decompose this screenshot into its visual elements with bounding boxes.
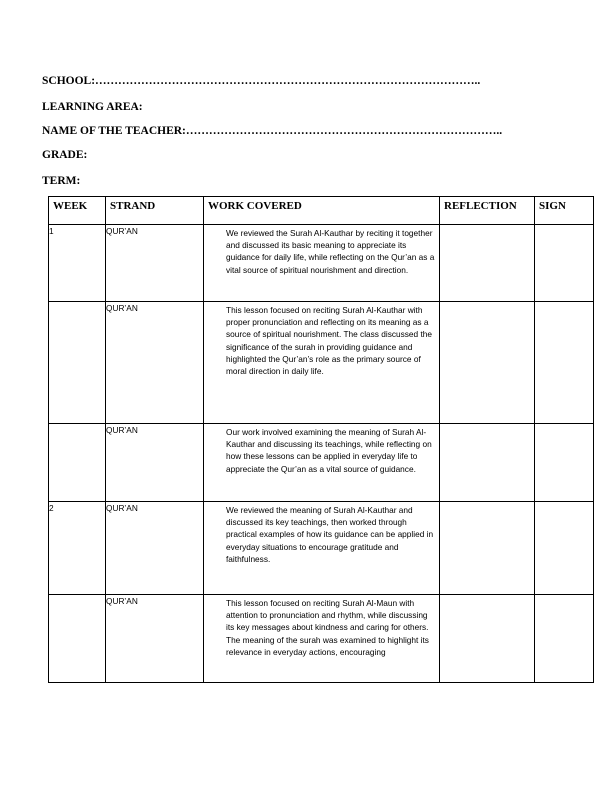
strand-cell: QUR’AN <box>106 225 204 302</box>
term-field: TERM: <box>42 175 81 187</box>
column-header-work-covered: WORK COVERED <box>204 197 440 225</box>
work-covered-text: We reviewed the Surah Al-Kauthar by reciting it together and discussed its basic meaning to appreciate its guidance for daily life, while reflecting on the Qur’an as a vital source of spiritual nourishment and direction. <box>226 228 435 275</box>
column-header-sign: SIGN <box>535 197 594 225</box>
week-cell: 1 <box>49 225 106 302</box>
strand-cell: QUR’AN <box>106 424 204 502</box>
work-covered-cell <box>204 502 440 595</box>
table-row <box>49 424 594 502</box>
sign-cell <box>535 424 594 502</box>
week-cell <box>49 302 106 424</box>
work-covered-cell <box>204 424 440 502</box>
teacher-name-field: NAME OF THE TEACHER:……………………………………………………………………….. <box>42 125 503 137</box>
week-cell <box>49 595 106 683</box>
reflection-cell <box>440 302 535 424</box>
column-header-reflection: REFLECTION <box>440 197 535 225</box>
sign-cell <box>535 302 594 424</box>
sign-cell <box>535 225 594 302</box>
work-covered-text: This lesson focused on reciting Surah Al-Maun with attention to pronunciation and rhythm, while discussing its key messages about kindness and caring for others. The meaning of the surah was examined to highlight its relevance in everyday actions, encouraging <box>226 598 429 657</box>
strand-cell: QUR’AN <box>106 502 204 595</box>
table-row <box>49 225 594 302</box>
table-header-row <box>49 197 594 225</box>
work-covered-cell <box>204 225 440 302</box>
learning-area-field: LEARNING AREA: <box>42 101 143 113</box>
sign-cell <box>535 502 594 595</box>
strand-cell: QUR’AN <box>106 595 204 683</box>
table-row <box>49 502 594 595</box>
sign-cell <box>535 595 594 683</box>
reflection-cell <box>440 225 535 302</box>
work-covered-text: We reviewed the meaning of Surah Al-Kauthar and discussed its key teachings, then worked through practical examples of how its guidance can be applied in everyday situations to encourage gratitude and faithfulness. <box>226 505 434 564</box>
work-covered-cell <box>204 595 440 683</box>
school-field: SCHOOL:……………………………………………………………………………………….. <box>42 75 481 87</box>
work-covered-text: Our work involved examining the meaning of Surah Al-Kauthar and discussing its teachings, while reflecting on how these lessons can be applied in everyday life to appreciate the Qur’an as a vital source of guidance. <box>226 427 432 474</box>
column-header-week: WEEK <box>49 197 106 225</box>
week-cell: 2 <box>49 502 106 595</box>
table-row <box>49 302 594 424</box>
record-of-work-table <box>48 196 594 683</box>
grade-field: GRADE: <box>42 149 88 161</box>
work-covered-cell <box>204 302 440 424</box>
strand-cell: QUR’AN <box>106 302 204 424</box>
column-header-strand: STRAND <box>106 197 204 225</box>
reflection-cell <box>440 502 535 595</box>
table-row <box>49 595 594 683</box>
reflection-cell <box>440 595 535 683</box>
work-covered-text: This lesson focused on reciting Surah Al-Kauthar with proper pronunciation and reflecting on its meaning as a source of spiritual nourishment. The class discussed the significance of the surah in providing guidance and highlighted the Qur’an’s role as the primary source of moral direction in daily life. <box>226 305 432 377</box>
week-cell <box>49 424 106 502</box>
reflection-cell <box>440 424 535 502</box>
